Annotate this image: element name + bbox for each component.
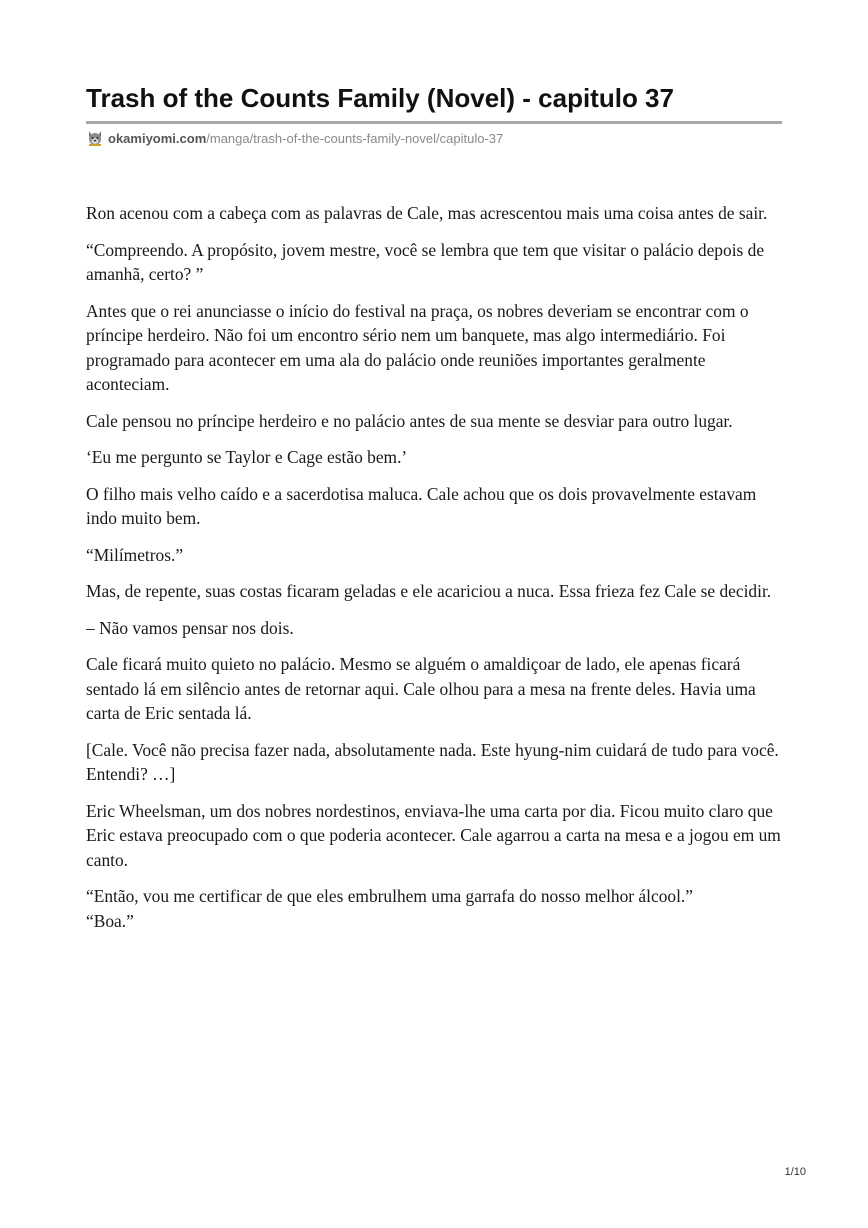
paragraph: O filho mais velho caído e a sacerdotisa maluca. Cale achou que os dois provavelmente estavam indo muito bem. xyxy=(86,483,757,528)
source-path-link[interactable]: /manga/trash-of-the-counts-family-novel/capitulo-37 xyxy=(206,130,504,146)
page-number: 1/10 xyxy=(784,1166,806,1178)
title-divider xyxy=(86,121,782,124)
paragraph: – Não vamos pensar nos dois. xyxy=(86,617,294,638)
paragraph: “Milímetros.” xyxy=(86,544,184,565)
source-domain-link[interactable]: okamiyomi.com xyxy=(108,130,207,146)
closing-paragraph xyxy=(86,884,786,933)
paragraph: Antes que o rei anunciasse o início do festival na praça, os nobres deveriam se encontrar com o príncipe herdeiro. Não foi um encontro sério nem um banquete, mas algo intermediário. Foi programado para acontecer em uma ala do palácio onde reuniões importantes geralmente aconteciam. xyxy=(86,300,749,394)
wolf-logo-icon xyxy=(86,129,104,147)
paragraph: Mas, de repente, suas costas ficaram geladas e ele acariciou a nuca. Essa frieza fez Cale se decidir. xyxy=(86,581,772,601)
paragraph: Ron acenou com a cabeça com as palavras de Cale, mas acrescentou mais uma coisa antes de sair. xyxy=(86,203,768,223)
article-body xyxy=(86,201,786,945)
closing-line: “Então, vou me certificar de que eles embrulhem uma garrafa do nosso melhor álcool.” xyxy=(86,886,693,906)
paragraph: Eric Wheelsman, um dos nobres nordestinos, enviava-lhe uma carta por dia. Ficou muito claro que Eric estava preocupado com o que poderia acontecer. Cale agarrou a carta na mesa e a jogou em um canto. xyxy=(86,800,781,870)
paragraph: ‘Eu me pergunto se Taylor e Cage estão bem.’ xyxy=(86,447,408,467)
paragraph: Cale pensou no príncipe herdeiro e no palácio antes de sua mente se desviar para outro lugar. xyxy=(86,410,733,431)
paragraph: “Compreendo. A propósito, jovem mestre, você se lembra que tem que visitar o palácio depois de amanhã, certo? ” xyxy=(86,239,765,284)
closing-line: “Boa.” xyxy=(86,910,134,931)
paragraph: [Cale. Você não precisa fazer nada, absolutamente nada. Este hyung-nim cuidará de tudo para você. Entendi? …] xyxy=(86,739,779,784)
source-line xyxy=(86,129,503,147)
paragraph: Cale ficará muito quieto no palácio. Mesmo se alguém o amaldiçoar de lado, ele apenas ficará sentado lá em silêncio antes de retornar aqui. Cale olhou para a mesa na frente deles. Havia uma carta de Eric sentada lá. xyxy=(86,654,756,723)
page-title: Trash of the Counts Family (Novel) - capitulo 37 xyxy=(86,83,674,113)
